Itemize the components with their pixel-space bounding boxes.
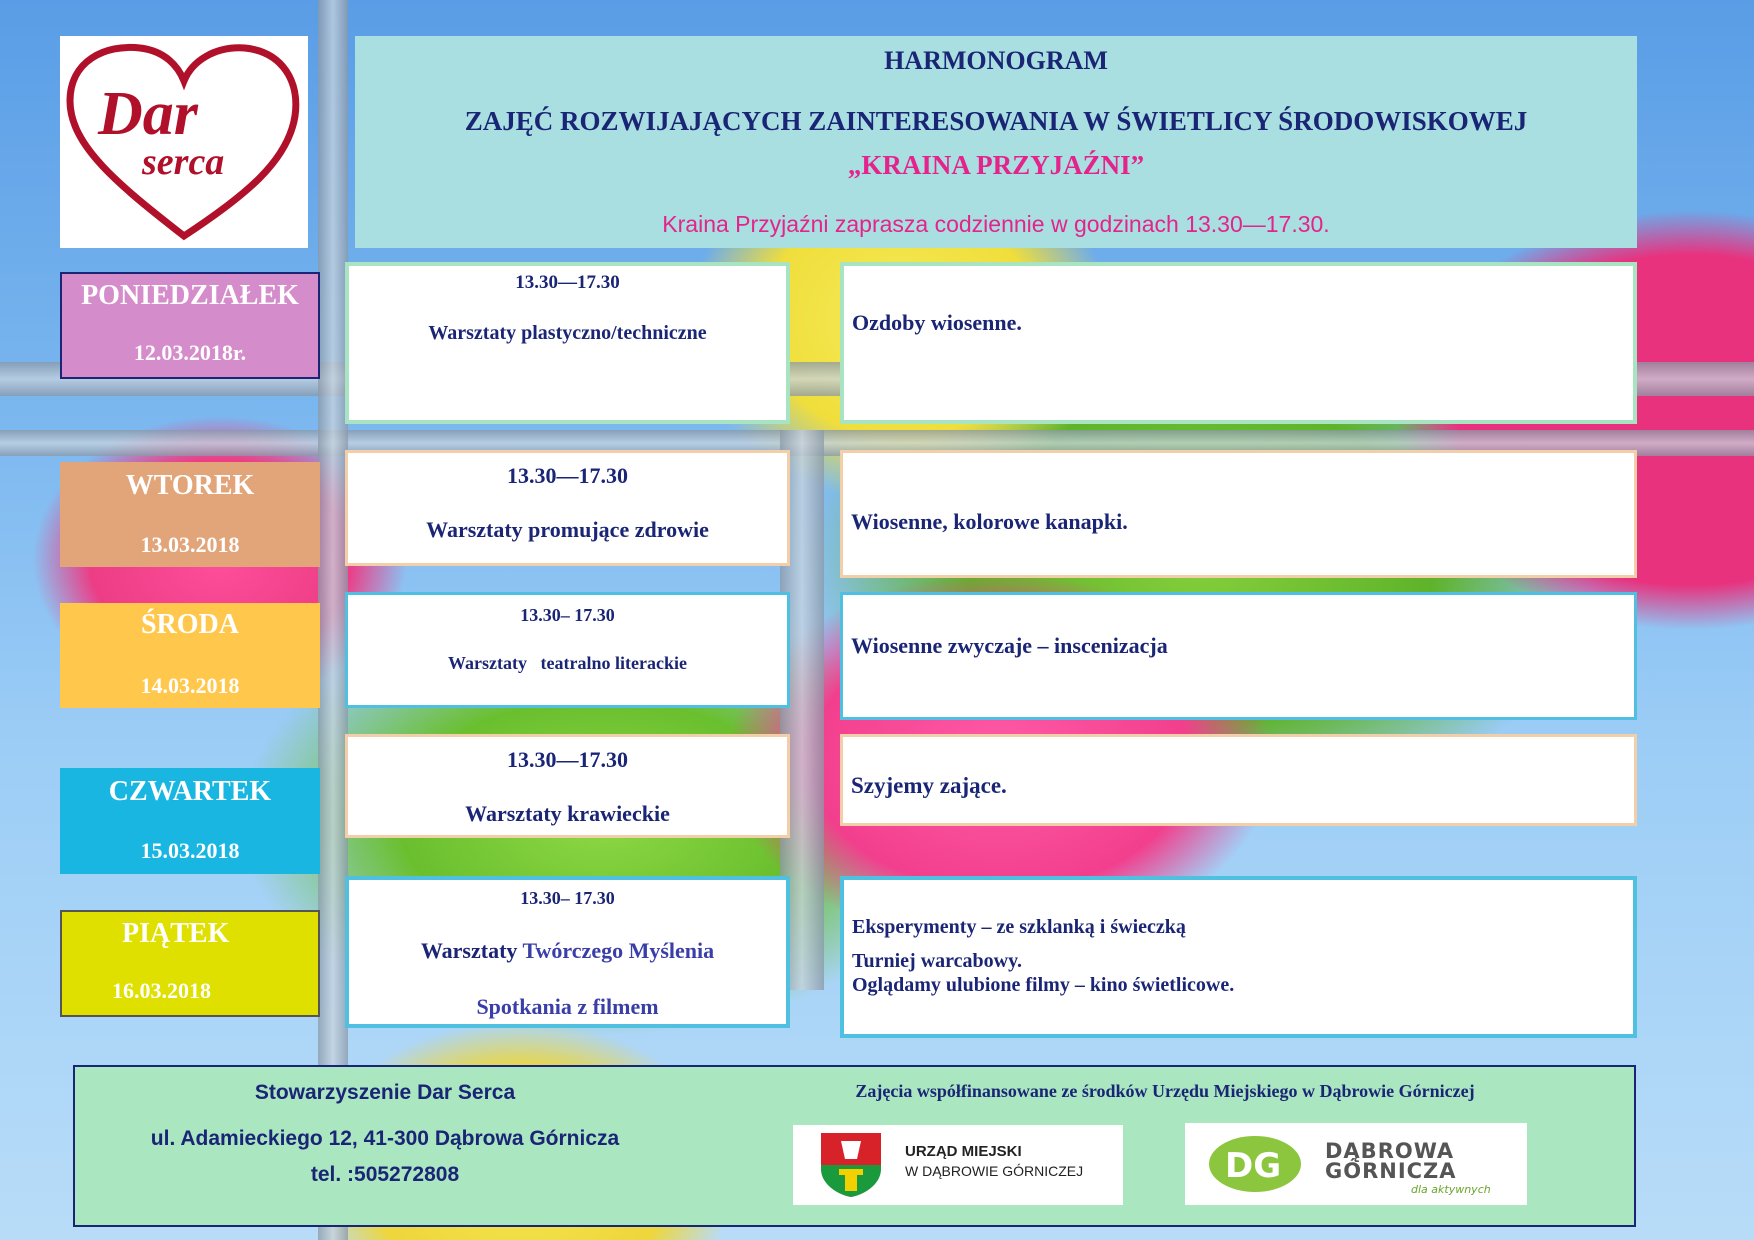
center-name: „KRAINA PRZYJAŹNI” [847,150,1145,180]
day-thursday [60,768,320,874]
activity-card-thursday [840,734,1637,826]
workshop-card-tuesday [345,450,790,566]
window-frame-bar [318,0,348,1240]
activity-card-monday [840,262,1637,424]
workshop-card-thursday [345,734,790,838]
day-date: 14.03.2018 [140,673,240,698]
day-tuesday [60,462,320,567]
activity-card-friday [840,876,1637,1038]
activity-text: Wiosenne, kolorowe kanapki. [851,509,1128,534]
day-friday [60,910,320,1017]
city-office-logo [793,1125,1123,1205]
workshop-card-friday [345,876,790,1028]
city-name-line1: DĄBROWA [1325,1139,1455,1163]
day-name: ŚRODA [140,609,239,640]
workshop-name-highlight: Twórczego Myślenia [522,938,715,963]
day-date: 16.03.2018 [112,978,211,1003]
day-wednesday [60,603,320,708]
day-monday [60,272,320,379]
city-name-line2: GÓRNICZA [1325,1159,1457,1183]
day-name: PIĄTEK [122,918,230,949]
workshop-name: Warsztaty krawieckie [465,801,670,826]
office-name-line2: W DĄBROWIE GÓRNICZEJ [905,1163,1084,1179]
workshop-card-wednesday [345,592,790,708]
activity-text: Ozdoby wiosenne. [852,310,1022,335]
opening-hours-note: Kraina Przyjaźni zaprasza codziennie w godzinach 13.30—17.30. [662,211,1330,237]
dg-mark-text: DG [1225,1146,1282,1186]
workshop-name-part: Warsztaty [420,938,523,963]
time-range: 13.30—17.30 [507,747,628,772]
day-date: 12.03.2018r. [133,340,247,365]
day-name: CZWARTEK [108,776,272,807]
activity-text: Szyjemy zające. [851,773,1007,798]
time-range: 13.30– 17.30 [520,888,615,908]
logo-text-dar: Dar [98,80,198,148]
dabrowa-gornicza-logo [1185,1123,1527,1205]
footer-band [73,1065,1636,1227]
time-range: 13.30—17.30 [507,463,628,488]
org-name: Stowarzyszenie Dar Serca [254,1081,516,1104]
day-date: 13.03.2018 [140,532,240,557]
activity-card-tuesday [840,450,1637,578]
org-phone: tel. :505272808 [310,1163,460,1186]
dar-serca-logo [60,36,308,248]
page-title: HARMONOGRAM [884,46,1108,75]
workshop-card-monday [345,262,790,424]
org-address: ul. Adamieckiego 12, 41-300 Dąbrowa Górnicza [150,1127,620,1150]
activity-text: Eksperymenty – ze szklanką i świeczką [852,916,1186,938]
city-tagline: dla aktywnych [1411,1183,1491,1196]
day-name: WTOREK [125,470,255,501]
time-range: 13.30—17.30 [515,272,620,293]
header-banner [355,36,1637,248]
logo-text-serca: serca [142,141,225,183]
workshop-name: Warsztaty promujące zdrowie [426,517,709,542]
workshop-name-secondary: Spotkania z filmem [476,994,659,1019]
activity-text: Turniej warcabowy. [852,950,1023,972]
activity-text: Oglądamy ulubione filmy – kino świetlicowe. [852,974,1235,996]
page-subtitle: ZAJĘĆ ROZWIJAJĄCYCH ZAINTERESOWANIA W ŚWIETLICY ŚRODOWISKOWEJ [464,106,1528,136]
activity-card-wednesday [840,592,1637,720]
dg-mark-icon [1207,1133,1303,1195]
funding-note: Zajęcia współfinansowane ze środków Urzędu Miejskiego w Dąbrowie Górniczej [855,1081,1475,1101]
workshop-name: Warsztaty teatralno literackie [448,653,687,673]
heart-icon [60,36,308,248]
coat-of-arms-icon [815,1129,887,1199]
day-date: 15.03.2018 [140,838,240,863]
day-name: PONIEDZIAŁEK [81,280,299,311]
time-range: 13.30– 17.30 [520,605,615,625]
activity-text: Wiosenne zwyczaje – inscenizacja [851,633,1168,658]
workshop-name [349,938,786,964]
workshop-name: Warsztaty plastyczno/techniczne [428,322,707,344]
office-name-line1: URZĄD MIEJSKI [905,1143,1022,1160]
